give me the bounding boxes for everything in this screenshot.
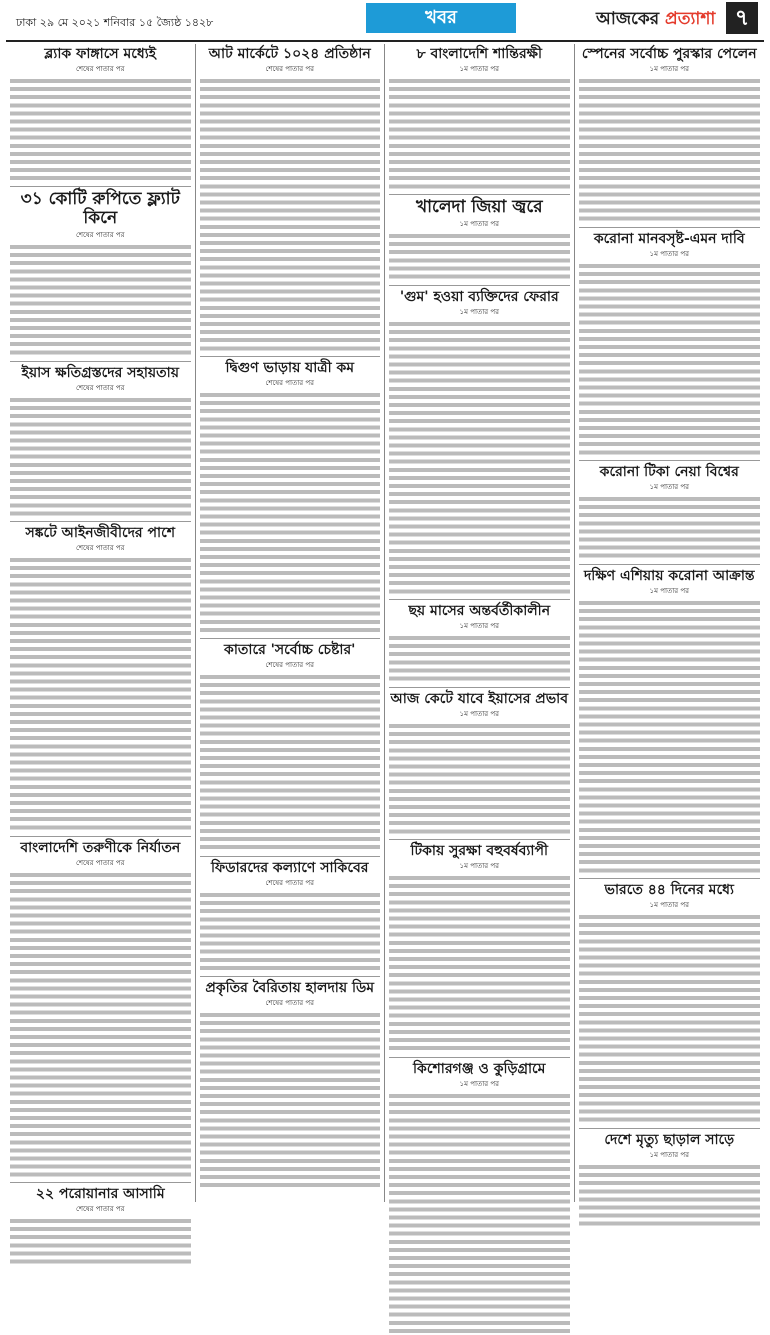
- article-headline: ব্ল্যাক ফাঙ্গাসে মধ্যেই: [44, 46, 157, 62]
- divider: [200, 638, 381, 639]
- article-headline: কাতারে 'সর্বোচ্চ চেষ্টার': [224, 642, 356, 659]
- article-headline: স্পেনের সর্বোচ্চ পুরস্কার পেলেন: [581, 46, 757, 62]
- article-headline: দ্বিগুণ ভাড়ায় যাত্রী কম: [225, 360, 355, 377]
- article: [10, 190, 191, 356]
- divider: [389, 687, 570, 688]
- article: [10, 1186, 191, 1266]
- article: [389, 198, 570, 281]
- article-body: [389, 320, 570, 595]
- article-continuation: শেষের পাতার পর: [76, 1205, 125, 1214]
- article-headline: আট মার্কেটে ১০২৪ প্রতিষ্ঠান: [208, 46, 371, 62]
- article-body: [10, 871, 191, 1179]
- article-body: [579, 495, 761, 560]
- article-body: [10, 243, 191, 356]
- article-body: [579, 77, 761, 223]
- divider: [10, 186, 191, 187]
- article-headline: বাংলাদেশি তরুণীকে নির্যাতন: [20, 839, 181, 856]
- article-body: [389, 232, 570, 281]
- article: [579, 568, 761, 874]
- divider: [200, 356, 381, 357]
- article-continuation: শেষের পাতার পর: [76, 231, 125, 240]
- article: [579, 231, 761, 456]
- article-body: [579, 599, 761, 874]
- article-body: [579, 1163, 761, 1228]
- article-headline: সঙ্কটে আইনজীবীদের পাশে: [25, 525, 175, 542]
- divider: [579, 1128, 761, 1129]
- article-headline: ২২ পরোয়ানার আসামি: [35, 1186, 165, 1203]
- date-line: ঢাকা ২৯ মে ২০২১ শনিবার ১৫ জ্যৈষ্ঠ ১৪২৮: [16, 16, 214, 29]
- column-1: [6, 44, 196, 1214]
- article-headline: খালেদা জিয়া জ্বরে: [415, 197, 543, 218]
- article-continuation: ১ম পাতার পর: [459, 220, 499, 229]
- article-headline: 'গুম' হওয়া ব্যক্তিদের ফেরার: [399, 288, 559, 305]
- divider: [579, 460, 761, 461]
- column-4: [575, 44, 765, 1202]
- article-continuation: ১ম পাতার পর: [459, 307, 499, 316]
- article-continuation: শেষের পাতার পর: [76, 544, 125, 553]
- paper-name-b: প্রত্যাশা: [665, 9, 716, 29]
- article: [200, 46, 381, 352]
- paper-logo: [596, 6, 715, 34]
- article-headline: ৩১ কোটি রুপিতে ফ্ল্যাট কিনে: [20, 189, 180, 229]
- column-3: [385, 44, 575, 1202]
- article-headline: ইয়াস ক্ষতিগ্রস্তদের সহায়তায়: [21, 364, 179, 381]
- article-headline: ছয় মাসের অন্তর্বর্তীকালীন: [408, 603, 551, 620]
- article-body: [389, 1092, 570, 1335]
- article-body: [389, 77, 570, 190]
- divider: [579, 227, 761, 228]
- article: [389, 289, 570, 595]
- divider: [389, 839, 570, 840]
- divider: [10, 1182, 191, 1183]
- divider: [389, 1057, 570, 1058]
- divider: [579, 564, 761, 565]
- article-continuation: ১ম পাতার পর: [649, 249, 689, 258]
- article-continuation: ১ম পাতার পর: [649, 901, 689, 910]
- article-columns: [6, 44, 764, 1214]
- article-continuation: ১ম পাতার পর: [459, 1079, 499, 1088]
- article-body: [389, 874, 570, 1052]
- article-continuation: ১ম পাতার পর: [459, 709, 499, 718]
- article-body: [200, 891, 381, 972]
- article-body: [200, 673, 381, 851]
- article-headline: দক্ষিণ এশিয়ায় করোনা আক্রান্ত: [583, 567, 755, 584]
- article-headline: ফিডারদের কল্যাণে সাকিবের: [211, 859, 369, 876]
- divider: [200, 856, 381, 857]
- article-headline: দেশে মৃত্যু ছাড়াল সাড়ে: [604, 1131, 735, 1148]
- article: [579, 882, 761, 1124]
- article-body: [200, 1011, 381, 1189]
- article-continuation: শেষের পাতার পর: [265, 878, 314, 887]
- article: [200, 860, 381, 972]
- article-continuation: ১ম পাতার পর: [649, 483, 689, 492]
- article-continuation: শেষের পাতার পর: [265, 379, 314, 388]
- article-headline: ভারতে ৪৪ দিনের মধ্যে: [604, 882, 734, 899]
- article: [200, 980, 381, 1189]
- article-headline: ৮ বাংলাদেশি শান্তিরক্ষী: [416, 46, 543, 62]
- article-continuation: শেষের পাতার পর: [265, 998, 314, 1007]
- article-headline: টিকায় সুরক্ষা বহুবর্ষব্যাপী: [410, 843, 548, 860]
- article-continuation: ১ম পাতার পর: [459, 65, 499, 73]
- article-continuation: শেষের পাতার পর: [76, 65, 125, 73]
- article-headline: কিশোরগঞ্জ ও কুড়িগ্রামে: [413, 1060, 546, 1077]
- article: [389, 46, 570, 190]
- article-headline: করোনা টিকা নেয়া বিশ্বের: [599, 464, 739, 481]
- divider: [10, 836, 191, 837]
- paper-name-a: আজকের: [596, 9, 660, 29]
- article-body: [10, 396, 191, 518]
- article: [389, 691, 570, 835]
- article-continuation: শেষের পাতার পর: [76, 858, 125, 867]
- divider: [389, 285, 570, 286]
- article-body: [200, 391, 381, 634]
- article: [10, 46, 191, 182]
- divider: [10, 521, 191, 522]
- article: [10, 840, 191, 1179]
- article-continuation: ১ম পাতার পর: [459, 622, 499, 631]
- article: [389, 1061, 570, 1335]
- page-number: ৭: [726, 2, 758, 34]
- article-body: [389, 634, 570, 683]
- divider: [10, 361, 191, 362]
- article-body: [579, 262, 761, 456]
- article-body: [10, 1217, 191, 1266]
- article: [200, 360, 381, 634]
- article-body: [389, 722, 570, 835]
- article: [389, 603, 570, 683]
- divider: [579, 878, 761, 879]
- article: [389, 843, 570, 1052]
- article-continuation: ১ম পাতার পর: [649, 65, 689, 73]
- section-badge: খবর: [366, 3, 516, 33]
- column-2: [196, 44, 386, 1202]
- article-headline: প্রকৃতির বৈরিতায় হালদায় ডিম: [205, 979, 375, 996]
- article-body: [10, 77, 191, 182]
- article-headline: আজ কেটে যাবে ইয়াসের প্রভাব: [390, 690, 569, 707]
- article-body: [200, 77, 381, 352]
- article-body: [579, 913, 761, 1124]
- article: [200, 642, 381, 851]
- article: [10, 365, 191, 518]
- article-continuation: ১ম পাতার পর: [649, 586, 689, 595]
- article-continuation: ১ম পাতার পর: [649, 1150, 689, 1159]
- article: [579, 464, 761, 560]
- article-continuation: শেষের পাতার পর: [76, 383, 125, 392]
- article-body: [10, 556, 191, 831]
- article-headline: করোনা মানবসৃষ্ট-এমন দাবি: [593, 230, 745, 247]
- divider: [389, 194, 570, 195]
- divider: [389, 599, 570, 600]
- article: [579, 46, 761, 223]
- masthead: [6, 0, 764, 42]
- article: [10, 525, 191, 831]
- article: [579, 1132, 761, 1228]
- divider: [200, 976, 381, 977]
- article-continuation: ১ম পাতার পর: [459, 862, 499, 871]
- article-continuation: শেষের পাতার পর: [265, 65, 314, 73]
- article-continuation: শেষের পাতার পর: [265, 661, 314, 670]
